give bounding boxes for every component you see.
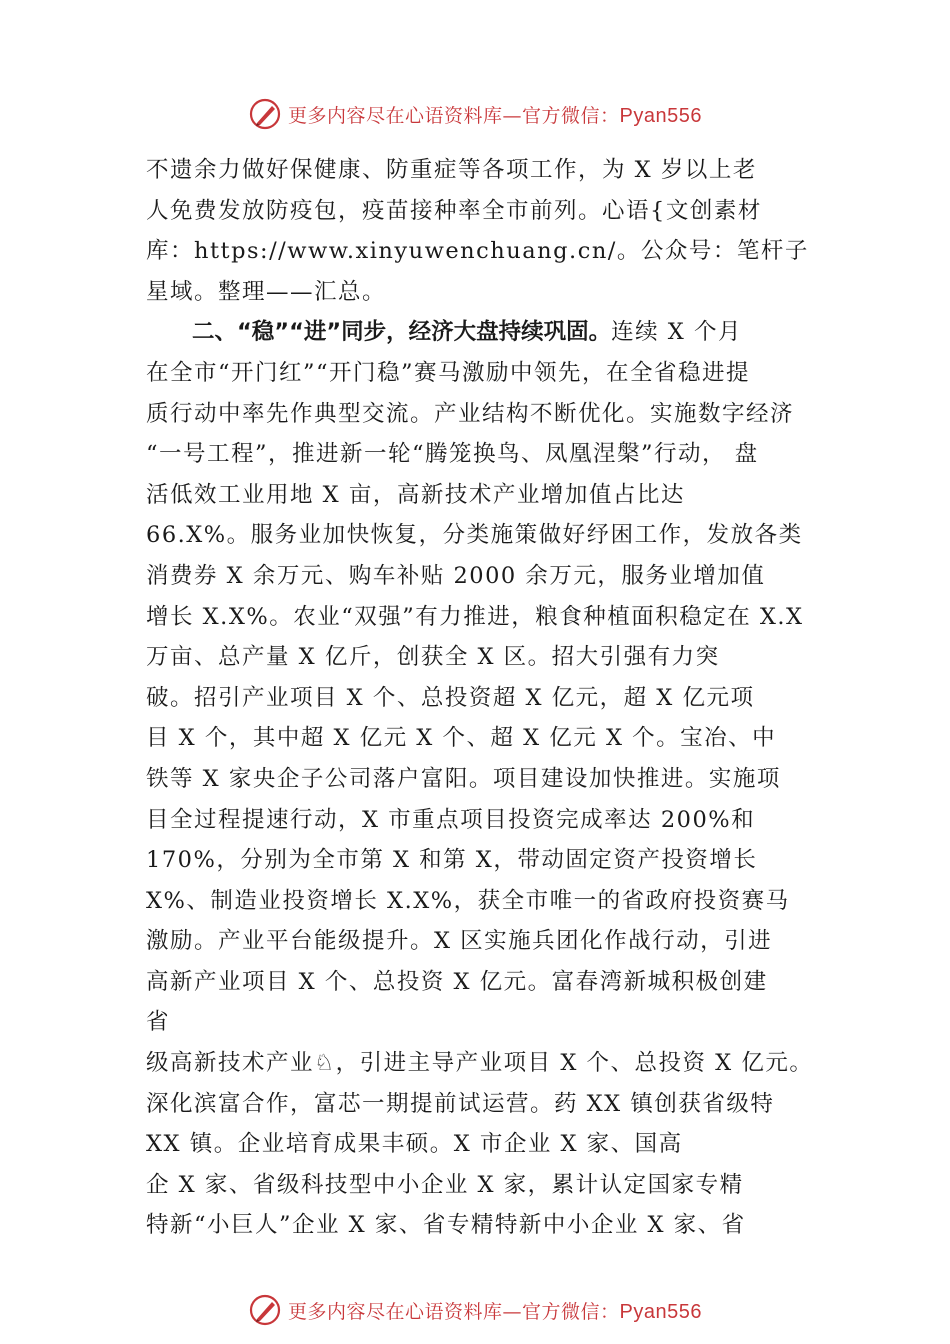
- text-line: 库：https://www.xinyuwenchuang.cn/。公众号：笔杆子: [146, 238, 809, 265]
- section-heading: 二、“稳”“进”同步，经济大盘持续巩固。: [192, 319, 612, 346]
- text-line: XX 镇。企业培育成果丰硕。X 市企业 X 家、国高: [146, 1131, 683, 1158]
- text-line: 目 X 个，其中超 X 亿元 X 个、超 X 亿元 X 个。宝冶、中: [146, 725, 777, 752]
- text-line: 激励。产业平台能级提升。X 区实施兵团化作战行动，引进: [146, 928, 773, 955]
- text-line: 深化滨富合作，富芯一期提前试运营。药 XX 镇创获省级特: [146, 1090, 775, 1117]
- text-line: 质行动中率先作典型交流。产业结构不断优化。实施数字经济: [146, 400, 795, 427]
- watermark-text: 更多内容尽在心语资料库—官方微信：Pyan556: [288, 104, 702, 127]
- text-line: 170%，分别为全市第 X 和第 X，带动固定资产投资增长: [146, 847, 758, 874]
- watermark-header: [0, 94, 950, 134]
- text-line: X%、制造业投资增长 X.X%，获全市唯一的省政府投资赛马: [146, 887, 790, 914]
- section-heading-rest: 连续 X 个月: [611, 319, 742, 346]
- text-line: 特新“小巨人”企业 X 家、省专精特新中小企业 X 家、省: [146, 1212, 746, 1239]
- text-line: 高新产业项目 X 个、总投资 X 亿元。富春湾新城积极创建: [146, 968, 768, 995]
- watermark-text: 更多内容尽在心语资料库—官方微信：Pyan556: [288, 1300, 702, 1323]
- text-line: 铁等 X 家央企子公司落户富阳。项目建设加快推进。实施项: [146, 765, 781, 792]
- text-line: 增长 X.X%。农业“双强”有力推进，粮食种植面积稳定在 X.X: [146, 603, 804, 630]
- text-line: 66.X%。服务业加快恢复，分类施策做好纾困工作，发放各类: [146, 522, 803, 549]
- text-line: “一号工程”，推进新一轮“腾笼换鸟、凤凰涅槃”行动， 盘: [146, 441, 759, 468]
- text-line: 在全市“开门红”“开门稳”赛马激励中领先，在全省稳进提: [146, 359, 751, 386]
- text-line: 省: [146, 1009, 171, 1036]
- text-line: 消费券 X 余万元、购车补贴 2000 余万元，服务业增加值: [146, 562, 766, 589]
- text-line: 破。招引产业项目 X 个、总投资超 X 亿元，超 X 亿元项: [146, 684, 755, 711]
- text-line: 万亩、总产量 X 亿斤，创获全 X 区。招大引强有力突: [146, 644, 720, 671]
- section-heading-line: [146, 312, 826, 353]
- text-line: 目全过程提速行动，X 市重点项目投资完成率达 200%和: [146, 806, 756, 833]
- text-line: 企 X 家、省级科技型中小企业 X 家，累计认定国家专精: [146, 1171, 744, 1198]
- text-line: 活低效工业用地 X 亩，高新技术产业增加值占比达: [146, 481, 685, 508]
- watermark-footer: [0, 1290, 950, 1330]
- document-body: [146, 150, 826, 1246]
- text-line: 不遗余力做好保健康、防重症等各项工作，为 X 岁以上老: [146, 157, 757, 183]
- text-line: 星域。整理——汇总。: [146, 278, 387, 305]
- text-line: 人免费发放防疫包，疫苗接种率全市前列。心语{文创素材: [146, 197, 762, 224]
- pen-logo-icon: [248, 1293, 282, 1327]
- text-line: 级高新技术产业♘，引进主导产业项目 X 个、总投资 X 亿元。: [146, 1050, 814, 1077]
- pen-logo-icon: [248, 97, 282, 131]
